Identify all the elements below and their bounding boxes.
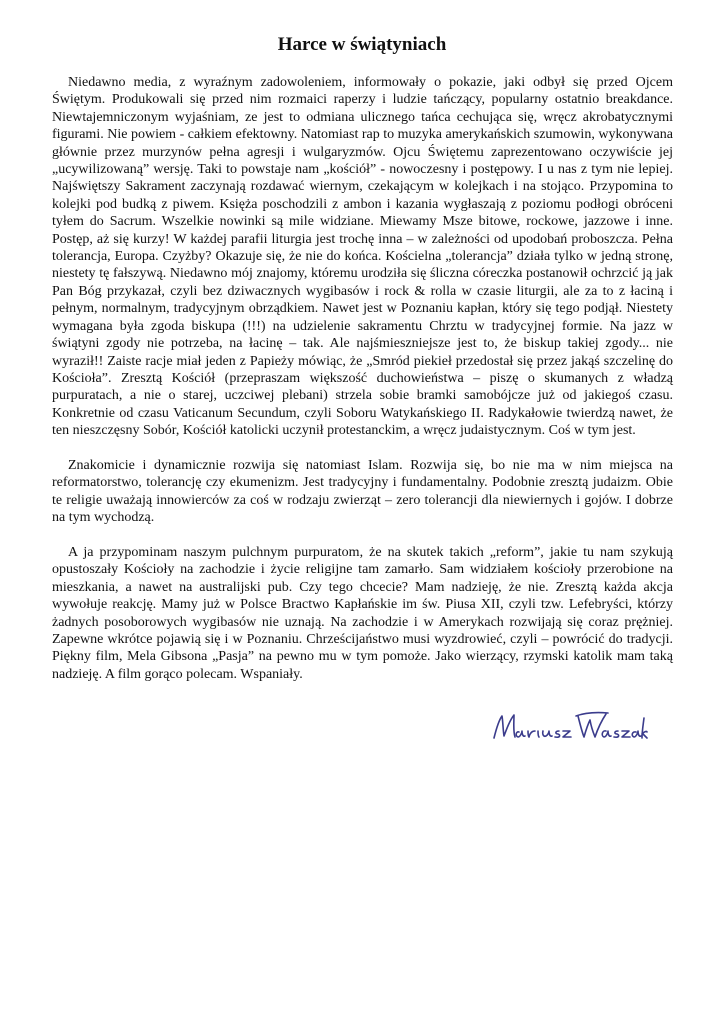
signature-drawing: [488, 704, 648, 750]
paragraph-1: Niedawno media, z wyraźnym zadowoleniem, informowały o pokazie, jaki odbył się przed Ojcem Świętym. Produkowali się przed nim rozmaici raperzy i ludzie tańczący, popularny ostatnio breakdance. Niewtajemniczonym wyjaśniam, ze jest to odmiana ulicznego tańca cechująca się, wręcz akrobatycznymi figurami. Nie powiem - całkiem efektowny. Natomiast rap to muzyka amerykańskich szumowin, wykonywana głównie przez murzynów pełna agresji i wulgaryzmów. Ojcu Świętemu zaprezentowano oczywiście jej „ucywilizowaną” wersję. Taki to powstaje nam „kościół” - nowoczesny i postępowy. I u nas z tym nie lepiej. Najświętszy Sakrament zaczynają rozdawać wiernym, czekającym w kolejkach i na stojąco. Przypomina to kolejki pod budką z piwem. Księża poschodzili z ambon i kazania wygłaszają z poziomu podłogi obróceni tyłem do Sacrum. Wszelkie nowinki są mile widziane. Miewamy Msze bitowe, rockowe, jazzowe i inne. Postęp, aż się kurzy! W każdej parafii liturgia jest trochę inna – w zależności od upodobań proboszcza. Pełna tolerancja, Europa. Czyżby? Okazuje się, że nie do końca. Kościelna „tolerancja” działa tylko w jedną stronę, niestety tę fałszywą. Niedawno mój znajomy, któremu urodziła się śliczna córeczka postanowił ochrzcić ją jak Pan Bóg przykazał, czyli bez dziwacznych wygibasów i rock & rolla w czasie liturgii, ale za to z łaciną i pełnym, normalnym, tradycyjnym obrządkiem. Nawet jest w Poznaniu kapłan, który się tego podjął. Niestety wymagana była zgoda biskupa (!!!) na udzielenie sakramentu Chrztu w tradycyjnej formie. Na jazz w świątyni zgody nie potrzeba, na łacinę – tak. Ale najśmieszniejsze jest to, że biskup takiej zgody... nie wyraził!! Zaiste racje miał jeden z Papieży mówiąc, że „Smród piekieł przedostał się przez jakąś szczelinę do Kościoła”. Zresztą Kościół (przepraszam większość duchowieństwa – piszę o skumanych z władzą purpuratach, a nie o starej, uczciwej plebani) strzela sobie bramki samobójcze już od jakiegoś czasu. Konkretnie od czasu Vaticanum Secundum, czyli Soboru Watykańskiego II. Radykałowie twierdzą nawet, że ten nieszczęsny Sobór, Kościół katolicki uczynił protestanckim, a wręcz judaistycznym. Coś w tym jest.: [52, 75, 673, 439]
handwritten-signature: [488, 704, 648, 750]
signature-strokes: [494, 713, 647, 738]
paragraph-3: A ja przypominam naszym pulchnym purpuratom, że na skutek takich „reform”, jakie tu nam szykują opustoszały Kościoły na zachodzie i życie religijne tam zamarło. Sam widziałem kościoły przerobione na mieszkania, a nawet na australijski pub. Czy tego chcecie? Mam nadzieję, że nie. Zresztą każda akcja wywołuje reakcję. Mamy już w Polsce Bractwo Kapłańskie im św. Piusa XII, czyli tzw. Lefebryści, którzy żadnych posoborowych wygibasów nie uznają. Na zachodzie i w Amerykach rozwijają się coraz prężniej. Zapewne wkrótce pojawią się i w Poznaniu. Chrześcijaństwo musi wyzdrowieć, czyli – powrócić do tradycji. Piękny film, Mela Gibsona „Pasja” na pewno mu w tym pomoże. Jako wierzący, rzymski katolik mam taką nadzieję. A film gorąco polecam. Wspaniały.: [52, 544, 673, 682]
page-title: Harce w świątyniach: [277, 34, 447, 55]
paragraph-2: Znakomicie i dynamicznie rozwija się natomiast Islam. Rozwija się, bo nie ma w nim miejsca na reformatorstwo, tolerancję czy ekumenizm. Jest tradycyjny i fundamentalny. Podobnie zresztą judaizm. Obie te religie uważają innowierców za coś w rodzaju zwierząt – zero tolerancji dla niewiernych i gojów. I dobrze na tym wychodzą.: [52, 457, 673, 526]
article-body: [52, 74, 673, 701]
